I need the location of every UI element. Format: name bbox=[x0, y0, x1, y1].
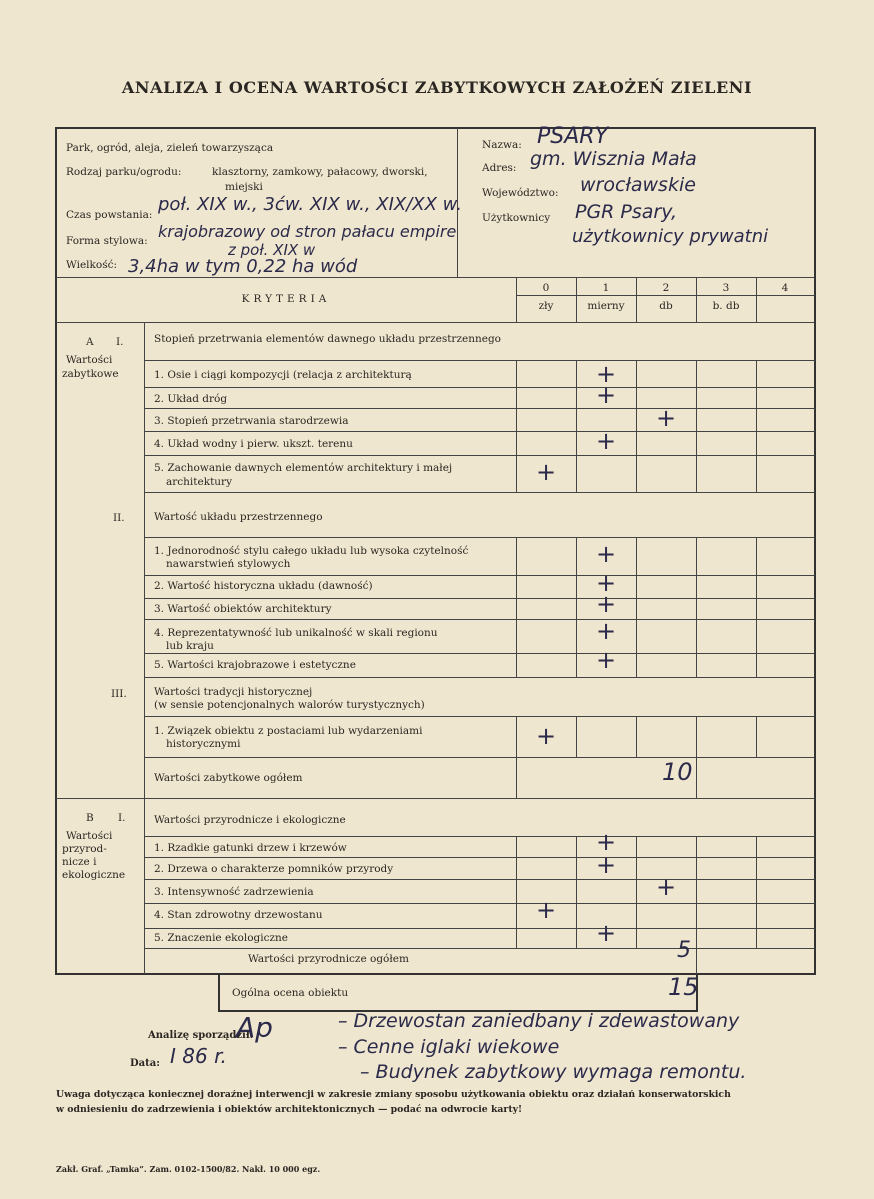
col-line-a1-4 bbox=[756, 360, 757, 492]
header-bottom-line bbox=[56, 277, 815, 278]
score-mark-rows-i-1: + bbox=[595, 360, 617, 388]
score-mark-rows-ii-1: + bbox=[595, 540, 617, 568]
col-line-a2-0 bbox=[516, 537, 517, 677]
row-line-a1 bbox=[144, 387, 815, 388]
wielkosc-label: Wielkość: bbox=[66, 259, 118, 271]
hw-adres: gm. Wisznia Mała bbox=[530, 148, 697, 170]
row-ii-4: 4. Reprezentatywność lub unikalność w skali regionu bbox=[154, 627, 438, 639]
score-mark-rows-b-2: + bbox=[595, 851, 617, 879]
row-line-b2 bbox=[144, 879, 815, 880]
hw-forma-2: z poł. XIX w bbox=[228, 241, 316, 259]
col-line-b-2 bbox=[636, 836, 637, 948]
score-mark-rows-b-1: + bbox=[595, 828, 617, 856]
row-line-a7 bbox=[144, 575, 815, 576]
col-line-a3-1 bbox=[576, 716, 577, 757]
col-line-header-3 bbox=[696, 278, 697, 322]
score-mark-rows-b-3: + bbox=[655, 873, 677, 901]
row-i-1: 1. Osie i ciągi kompozycji (relacja z architekturą bbox=[154, 369, 412, 381]
kryteria-heading: KRYTERIA bbox=[241, 293, 331, 305]
col-line-header-1 bbox=[576, 278, 577, 322]
row-line-b3 bbox=[144, 903, 815, 904]
row-ii-4b: lub kraju bbox=[166, 640, 214, 652]
score-mark-rows-i-2: + bbox=[595, 381, 617, 409]
score-1-num: 1 bbox=[602, 282, 610, 294]
suma-przyrodnicze-label: Wartości przyrodnicze ogółem bbox=[248, 953, 409, 965]
score-header-mid-line bbox=[516, 295, 815, 296]
row-i-5b: architektury bbox=[166, 476, 233, 488]
row-line-b1 bbox=[144, 857, 815, 858]
hw-uwaga-3: – Budynek zabytkowy wymaga remontu. bbox=[360, 1061, 747, 1083]
uwaga-line-1: Uwaga dotycząca koniecznej doraźnej interwencji w zakresie zmiany sposobu użytkowania obiektu oraz działań konserwatorskich bbox=[56, 1089, 731, 1100]
score-4-num: 4 bbox=[781, 282, 789, 294]
score-mark-rows-b-5: + bbox=[595, 919, 617, 947]
col-line-a3-2 bbox=[636, 716, 637, 757]
hw-wojewodztwo: wrocławskie bbox=[580, 174, 696, 196]
uzytkownicy-label: Użytkownicy bbox=[482, 212, 551, 224]
section-b-label-3: nicze i bbox=[62, 856, 97, 868]
row-ii-2: 2. Wartość historyczna układu (dawność) bbox=[154, 580, 373, 592]
row-b-1: 1. Rzadkie gatunki drzew i krzewów bbox=[154, 842, 347, 854]
section-b-label-4: ekologiczne bbox=[62, 869, 126, 881]
row-i-5: 5. Zachowanie dawnych elementów architektury i małej bbox=[154, 462, 453, 474]
uwaga-line-2b: podać na odwrocie karty! bbox=[390, 1104, 523, 1115]
col-line-a3-3 bbox=[696, 716, 697, 798]
score-0-num: 0 bbox=[542, 282, 550, 294]
score-mark-rows-i-3: + bbox=[655, 404, 677, 432]
score-2-label: db bbox=[659, 300, 673, 312]
suma-zabytkowe-label: Wartości zabytkowe ogółem bbox=[154, 772, 303, 784]
hw-podpis: Ap bbox=[236, 1011, 273, 1044]
group-ii-roman: II. bbox=[113, 512, 125, 524]
score-mark-rows-ii-5: + bbox=[595, 646, 617, 674]
hw-uwaga-1: – Drzewostan zaniedbany i zdewastowany bbox=[338, 1010, 740, 1032]
col-line-a1-2 bbox=[636, 360, 637, 492]
score-3-num: 3 bbox=[722, 282, 730, 294]
rodzaj-options-2: miejski bbox=[225, 181, 263, 193]
hw-wielkosc: 3,4ha w tym 0,22 ha wód bbox=[128, 256, 358, 277]
adres-label: Adres: bbox=[482, 162, 517, 174]
col-line-a2-2 bbox=[636, 537, 637, 677]
score-mark-rows-i-4: + bbox=[595, 427, 617, 455]
row-i-2: 2. Układ dróg bbox=[154, 393, 228, 405]
group-ii-heading: Wartość układu przestrzennego bbox=[154, 511, 323, 523]
row-ii-1: 1. Jednorodność stylu całego układu lub wysoka czytelność bbox=[154, 545, 469, 557]
col-line-header-4 bbox=[756, 278, 757, 322]
section-a-sub: I. bbox=[116, 336, 124, 348]
group-i-heading: Stopień przetrwania elementów dawnego układu przestrzennego bbox=[154, 333, 501, 345]
score-1-label: mierny bbox=[587, 300, 625, 312]
col-line-a1-0 bbox=[516, 360, 517, 492]
row-line-a3 bbox=[144, 431, 815, 432]
row-line-a5 bbox=[144, 492, 815, 493]
hw-nazwa: PSARY bbox=[537, 124, 609, 149]
section-a-label-1: Wartości bbox=[66, 354, 113, 366]
section-b-roman: B bbox=[86, 812, 94, 824]
row-line-b0 bbox=[144, 836, 815, 837]
analize-label: Analizę sporządził: bbox=[148, 1030, 254, 1041]
group-iii-heading-1: Wartości tradycji historycznej bbox=[154, 686, 313, 698]
col-line-a3-4 bbox=[756, 716, 757, 757]
score-2-num: 2 bbox=[662, 282, 670, 294]
forma-label: Forma stylowa: bbox=[66, 235, 148, 247]
row-line-a9 bbox=[144, 619, 815, 620]
score-mark-rows-ii-3: + bbox=[595, 590, 617, 618]
row-b-2: 2. Drzewa o charakterze pomników przyrody bbox=[154, 863, 394, 875]
col-line-a3-0 bbox=[516, 716, 517, 798]
col-line-b-0 bbox=[516, 836, 517, 948]
czas-label: Czas powstania: bbox=[66, 209, 153, 221]
hw-suma-ogolna: 15 bbox=[668, 973, 699, 1001]
row-line-a13 bbox=[144, 757, 815, 758]
hw-uwaga-2: – Cenne iglaki wiekowe bbox=[338, 1036, 560, 1058]
ogolna-label: Ogólna ocena obiektu bbox=[232, 987, 349, 999]
row-line-a11 bbox=[144, 677, 815, 678]
row-ii-5: 5. Wartości krajobrazowe i estetyczne bbox=[154, 659, 356, 671]
data-label: Data: bbox=[130, 1058, 160, 1069]
section-b-sub: I. bbox=[118, 812, 126, 824]
score-3-label: b. db bbox=[712, 300, 740, 312]
hw-uzytkownicy-1: PGR Psary, bbox=[575, 201, 678, 223]
group-iii-heading-2: (w sensie potencjonalnych walorów turystycznych) bbox=[154, 699, 425, 711]
row-b-5: 5. Znaczenie ekologiczne bbox=[154, 932, 289, 944]
section-a-bottom bbox=[56, 798, 815, 799]
col-line-b-1 bbox=[576, 836, 577, 948]
row-b-4: 4. Stan zdrowotny drzewostanu bbox=[154, 909, 323, 921]
row-line-a6 bbox=[144, 537, 815, 538]
section-b-label-2: przyrod- bbox=[62, 843, 107, 855]
hw-suma-przyrodnicze: 5 bbox=[677, 938, 691, 963]
uwaga-line-2a: w odniesieniu do zadrzewienia i obiektów architektonicznych — bbox=[56, 1104, 388, 1115]
score-mark-rows-iii-1: + bbox=[535, 722, 557, 750]
section-a-label-2: zabytkowe bbox=[62, 368, 119, 380]
section-a-roman: A bbox=[86, 336, 94, 348]
row-line-a8 bbox=[144, 598, 815, 599]
row-iii-1b: historycznymi bbox=[166, 738, 241, 750]
uwaga-line-2 bbox=[56, 1104, 522, 1116]
col-line-b-3 bbox=[696, 836, 697, 975]
row-line-a12 bbox=[144, 716, 815, 717]
section-b-label-1: Wartości bbox=[66, 830, 113, 842]
col-line-header-0 bbox=[516, 278, 517, 322]
score-mark-rows-b-4: + bbox=[535, 896, 557, 924]
park-type-line: Park, ogród, aleja, zieleń towarzysząca bbox=[66, 142, 274, 154]
row-b-3: 3. Intensywność zadrzewienia bbox=[154, 886, 314, 898]
row-line-a0 bbox=[144, 360, 815, 361]
row-line-b5 bbox=[144, 948, 815, 949]
imprint: Zakł. Graf. „Tamka”. Zam. 0102-1500/82. Nakł. 10 000 egz. bbox=[56, 1164, 321, 1174]
nazwa-label: Nazwa: bbox=[482, 139, 522, 151]
score-mark-rows-i-5: + bbox=[535, 458, 557, 486]
row-line-a2 bbox=[144, 408, 815, 409]
score-mark-rows-ii-2: + bbox=[595, 569, 617, 597]
col-line-a2-4 bbox=[756, 537, 757, 677]
col-line-a1-3 bbox=[696, 360, 697, 492]
row-line-a10 bbox=[144, 653, 815, 654]
group-b-heading: Wartości przyrodnicze i ekologiczne bbox=[154, 814, 346, 826]
row-line-a4 bbox=[144, 455, 815, 456]
row-ii-3: 3. Wartość obiektów architektury bbox=[154, 603, 332, 615]
row-iii-1: 1. Związek obiektu z postaciami lub wydarzeniami bbox=[154, 725, 423, 737]
row-line-b4 bbox=[144, 928, 815, 929]
section-label-divider bbox=[144, 322, 145, 798]
wojewodztwo-label: Województwo: bbox=[482, 187, 559, 199]
hw-czas: poł. XIX w., 3ćw. XIX w., XIX/XX w. bbox=[158, 194, 462, 215]
col-line-a1-1 bbox=[576, 360, 577, 492]
document-title: ANALIZA I OCENA WARTOŚCI ZABYTKOWYCH ZAŁOŻEŃ ZIELENI bbox=[121, 78, 753, 97]
kryteria-bottom-line bbox=[56, 322, 815, 323]
rodzaj-label: Rodzaj parku/ogrodu: bbox=[66, 166, 182, 178]
col-line-a2-3 bbox=[696, 537, 697, 677]
rodzaj-options: klasztorny, zamkowy, pałacowy, dworski, bbox=[212, 166, 428, 178]
hw-suma-zabytkowe: 10 bbox=[662, 758, 693, 786]
col-line-b-4 bbox=[756, 836, 757, 948]
col-line-a2-1 bbox=[576, 537, 577, 677]
hw-data: I 86 r. bbox=[170, 1044, 227, 1068]
score-mark-rows-ii-4: + bbox=[595, 617, 617, 645]
group-iii-roman: III. bbox=[111, 688, 127, 700]
col-line-header-2 bbox=[636, 278, 637, 322]
score-0-label: zły bbox=[538, 300, 554, 312]
hw-forma-1: krajobrazowy od stron pałacu empire bbox=[158, 222, 457, 241]
row-i-3: 3. Stopień przetrwania starodrzewia bbox=[154, 415, 349, 427]
row-i-4: 4. Układ wodny i pierw. ukszt. terenu bbox=[154, 438, 353, 450]
row-ii-1b: nawarstwień stylowych bbox=[166, 558, 291, 570]
hw-uzytkownicy-2: użytkownicy prywatni bbox=[572, 226, 769, 247]
